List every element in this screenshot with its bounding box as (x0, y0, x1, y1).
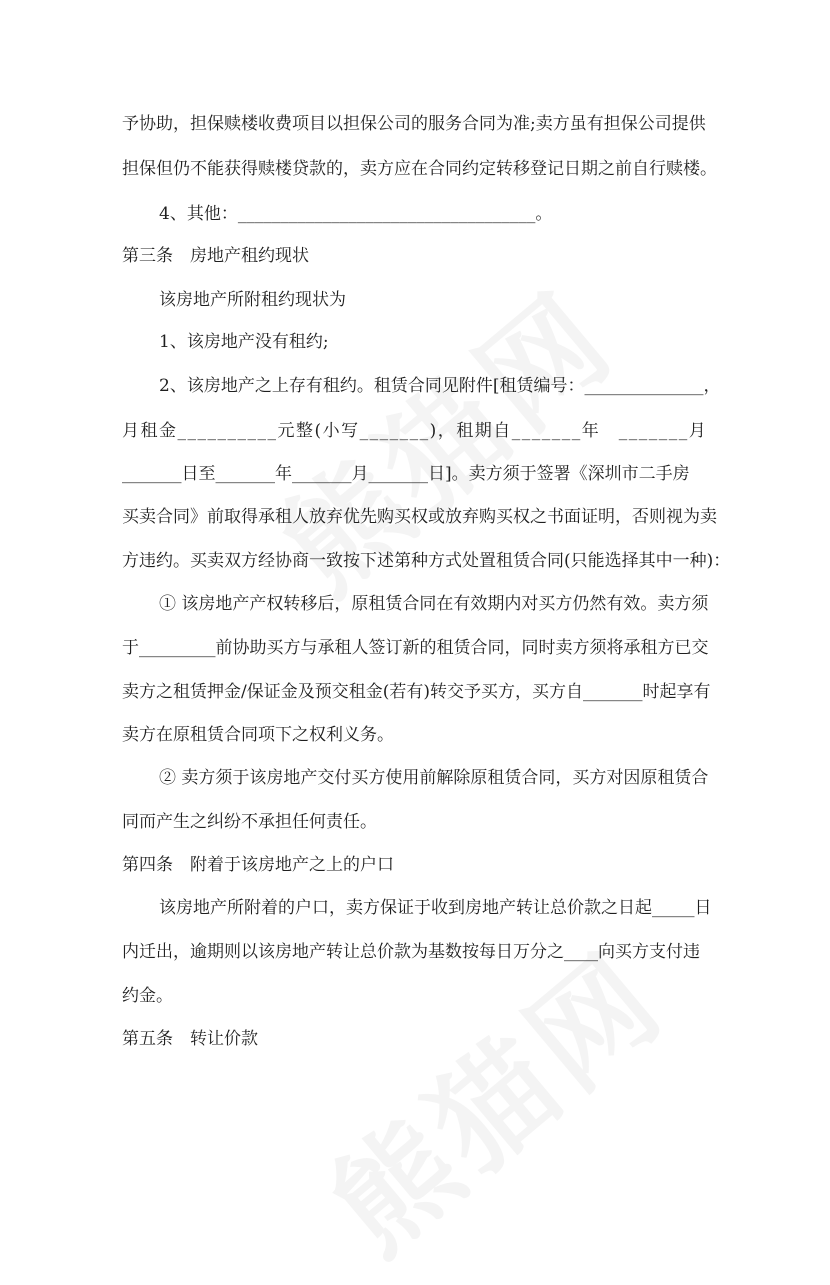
paragraph-line: 月租金__________元整(小写_______)，租期自_______年 _______月 (122, 421, 708, 441)
paragraph-line: 该房地产所附着的户口，卖方保证于收到房地产转让总价款之日起_____日 (159, 898, 712, 918)
paragraph-line: 买卖合同》前取得承租人放弃优先购买权或放弃购买权之书面证明，否则视为卖 (122, 507, 717, 527)
paragraph-line: 担保但仍不能获得赎楼贷款的，卖方应在合同约定转移登记日期之前自行赎楼。 (122, 159, 717, 179)
list-item-no-lease: 1、该房地产没有租约; (159, 332, 329, 352)
paragraph-line: 卖方在原租赁合同项下之权利义务。 (122, 725, 394, 745)
paragraph-line: 该房地产所附租约现状为 (159, 290, 346, 310)
option-two: ② 卖方须于该房地产交付买方使用前解除原租赁合同，买方对因原租赁合 (159, 768, 709, 788)
paragraph-line: _______日至_______年_______月_______日]。卖方须于签署《深圳市二手房 (122, 464, 690, 484)
paragraph-line: 约金。 (122, 986, 173, 1006)
paragraph-line: 卖方之租赁押金/保证金及预交租金(若有)转交予买方，买方自_______时起享有 (122, 682, 711, 702)
paragraph-line: 同而产生之纠纷不承担任何责任。 (122, 812, 377, 832)
article-heading-3: 第三条 房地产租约现状 (122, 246, 309, 266)
option-one: ① 该房地产产权转移后，原租赁合同在有效期内对买方仍然有效。卖方须 (159, 594, 709, 614)
article-heading-4: 第四条 附着于该房地产之上的户口 (122, 855, 394, 875)
list-item-has-lease: 2、该房地产之上存有租约。租赁合同见附件[租赁编号：______________， (159, 376, 721, 396)
article-heading-5: 第五条 转让价款 (122, 1029, 258, 1049)
paragraph-line: 予协助，担保赎楼收费项目以担保公司的服务合同为准;卖方虽有担保公司提供 (122, 114, 706, 134)
paragraph-line: 内迁出，逾期则以该房地产转让总价款为基数按每日万分之____向买方支付违 (122, 942, 700, 962)
paragraph-line: 方违约。买卖双方经协商一致按下述第种方式处置租赁合同(只能选择其中一种)： (122, 551, 731, 571)
list-item-other: 4、其他：___________________________________。 (159, 204, 553, 224)
paragraph-line: 于_________前协助买方与承租人签订新的租赁合同，同时卖方须将承租方已交 (122, 638, 709, 658)
